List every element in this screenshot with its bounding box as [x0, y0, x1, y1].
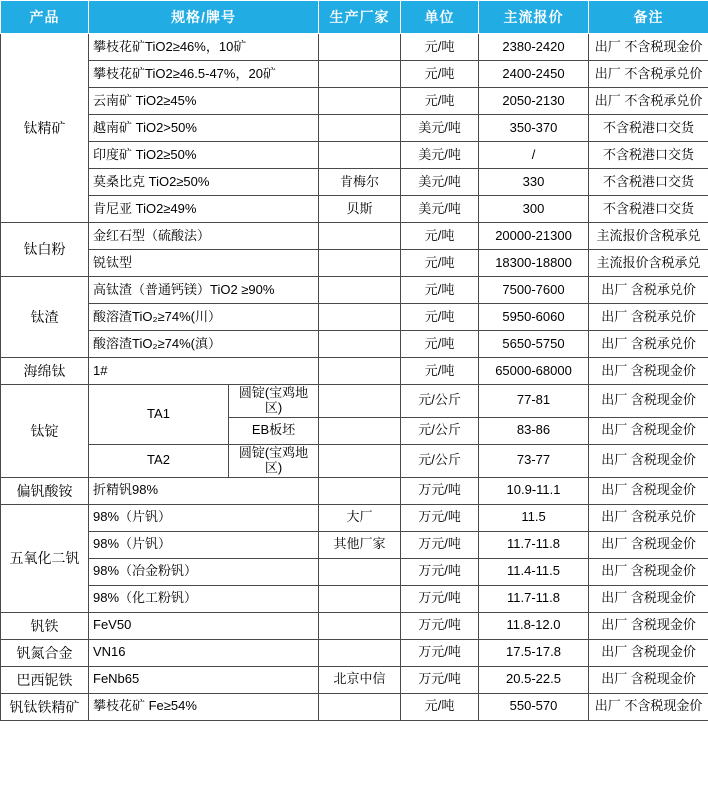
remark-cell: 出厂 含税现金价	[589, 531, 708, 558]
column-header-manufacturer: 生产厂家	[319, 1, 401, 34]
column-header-spec: 规格/牌号	[89, 1, 319, 34]
remark-cell: 不含税港口交货	[589, 142, 708, 169]
price-cell: 2400-2450	[479, 61, 589, 88]
spec-cell: 莫桑比克 TiO2≥50%	[89, 169, 319, 196]
spec-cell: 98%（冶金粉钒）	[89, 558, 319, 585]
spec-cell: 攀枝花矿TiO2≥46.5-47%，20矿	[89, 61, 319, 88]
manufacturer-cell	[319, 88, 401, 115]
spec-cell: 肯尼亚 TiO2≥49%	[89, 196, 319, 223]
table-row	[1, 223, 708, 250]
price-cell: /	[479, 142, 589, 169]
remark-cell: 出厂 含税承兑价	[589, 304, 708, 331]
remark-cell: 出厂 含税现金价	[589, 666, 708, 693]
price-cell: 5950-6060	[479, 304, 589, 331]
column-header-price: 主流报价	[479, 1, 589, 34]
unit-cell: 元/吨	[401, 250, 479, 277]
table-row	[1, 250, 708, 277]
spec-cell: 印度矿 TiO2≥50%	[89, 142, 319, 169]
remark-cell: 出厂 含税现金价	[589, 558, 708, 585]
table-row	[1, 115, 708, 142]
unit-cell: 元/吨	[401, 693, 479, 720]
manufacturer-cell	[319, 142, 401, 169]
table-row	[1, 666, 708, 693]
manufacturer-cell: 贝斯	[319, 196, 401, 223]
manufacturer-cell	[319, 115, 401, 142]
table-row	[1, 61, 708, 88]
table-row	[1, 277, 708, 304]
remark-cell: 出厂 含税现金价	[589, 585, 708, 612]
spec-cell: 云南矿 TiO2≥45%	[89, 88, 319, 115]
product-category-cell: 海绵钛	[1, 358, 89, 385]
manufacturer-cell: 肯梅尔	[319, 169, 401, 196]
table-row	[1, 88, 708, 115]
remark-cell: 出厂 不含税现金价	[589, 34, 708, 61]
spec-cell: 98%（片钒）	[89, 531, 319, 558]
remark-cell: 不含税港口交货	[589, 169, 708, 196]
remark-cell: 不含税港口交货	[589, 115, 708, 142]
manufacturer-cell	[319, 61, 401, 88]
price-cell: 73-77	[479, 444, 589, 477]
table-row	[1, 358, 708, 385]
spec-cell: 酸溶渣TiO₂≥74%(滇）	[89, 331, 319, 358]
product-category-cell: 钒铁	[1, 612, 89, 639]
price-cell: 550-570	[479, 693, 589, 720]
manufacturer-cell	[319, 331, 401, 358]
spec-detail-cell: 圆锭(宝鸡地区)	[229, 385, 319, 418]
unit-cell: 元/吨	[401, 34, 479, 61]
table-row	[1, 385, 708, 418]
price-cell: 11.5	[479, 504, 589, 531]
manufacturer-cell	[319, 417, 401, 444]
manufacturer-cell	[319, 277, 401, 304]
column-header-remark: 备注	[589, 1, 708, 34]
remark-cell: 出厂 含税现金价	[589, 639, 708, 666]
table-row	[1, 531, 708, 558]
manufacturer-cell	[319, 34, 401, 61]
unit-cell: 万元/吨	[401, 639, 479, 666]
unit-cell: 美元/吨	[401, 142, 479, 169]
spec-cell: 高钛渣（普通钙镁）TiO2 ≥90%	[89, 277, 319, 304]
table-row	[1, 304, 708, 331]
unit-cell: 元/吨	[401, 331, 479, 358]
unit-cell: 元/吨	[401, 277, 479, 304]
spec-cell: TA2	[89, 444, 229, 477]
table-row	[1, 612, 708, 639]
price-cell: 18300-18800	[479, 250, 589, 277]
product-category-cell: 五氧化二钒	[1, 504, 89, 612]
table-row	[1, 585, 708, 612]
price-cell: 20000-21300	[479, 223, 589, 250]
remark-cell: 出厂 含税现金价	[589, 358, 708, 385]
spec-cell: 折精钒98%	[89, 477, 319, 504]
price-cell: 350-370	[479, 115, 589, 142]
spec-cell: 1#	[89, 358, 319, 385]
spec-detail-cell: EB板坯	[229, 417, 319, 444]
remark-cell: 出厂 含税承兑价	[589, 277, 708, 304]
price-cell: 5650-5750	[479, 331, 589, 358]
price-cell: 83-86	[479, 417, 589, 444]
spec-cell: 攀枝花矿 Fe≥54%	[89, 693, 319, 720]
unit-cell: 万元/吨	[401, 504, 479, 531]
price-cell: 11.7-11.8	[479, 585, 589, 612]
unit-cell: 元/吨	[401, 358, 479, 385]
manufacturer-cell: 大厂	[319, 504, 401, 531]
manufacturer-cell	[319, 477, 401, 504]
unit-cell: 万元/吨	[401, 531, 479, 558]
unit-cell: 美元/吨	[401, 115, 479, 142]
manufacturer-cell	[319, 358, 401, 385]
remark-cell: 出厂 含税承兑价	[589, 504, 708, 531]
manufacturer-cell: 其他厂家	[319, 531, 401, 558]
table-row	[1, 504, 708, 531]
manufacturer-cell	[319, 223, 401, 250]
table-body	[1, 34, 708, 721]
table-row	[1, 444, 708, 477]
column-header-unit: 单位	[401, 1, 479, 34]
remark-cell: 出厂 不含税承兑价	[589, 61, 708, 88]
spec-detail-cell: 圆锭(宝鸡地区)	[229, 444, 319, 477]
manufacturer-cell	[319, 304, 401, 331]
price-cell: 300	[479, 196, 589, 223]
price-cell: 77-81	[479, 385, 589, 418]
manufacturer-cell	[319, 558, 401, 585]
unit-cell: 元/吨	[401, 61, 479, 88]
spec-cell: VN16	[89, 639, 319, 666]
remark-cell: 出厂 含税现金价	[589, 477, 708, 504]
spec-cell: TA1	[89, 385, 229, 445]
spec-cell: 越南矿 TiO2>50%	[89, 115, 319, 142]
unit-cell: 万元/吨	[401, 558, 479, 585]
column-header-product: 产品	[1, 1, 89, 34]
table-row	[1, 558, 708, 585]
unit-cell: 元/公斤	[401, 444, 479, 477]
spec-cell: 98%（片钒）	[89, 504, 319, 531]
unit-cell: 万元/吨	[401, 666, 479, 693]
price-cell: 10.9-11.1	[479, 477, 589, 504]
manufacturer-cell	[319, 612, 401, 639]
header-row	[1, 1, 708, 34]
manufacturer-cell	[319, 385, 401, 418]
remark-cell: 不含税港口交货	[589, 196, 708, 223]
unit-cell: 美元/吨	[401, 196, 479, 223]
table-row	[1, 331, 708, 358]
price-cell: 65000-68000	[479, 358, 589, 385]
remark-cell: 出厂 含税现金价	[589, 612, 708, 639]
price-cell: 20.5-22.5	[479, 666, 589, 693]
price-cell: 2050-2130	[479, 88, 589, 115]
remark-cell: 出厂 含税承兑价	[589, 331, 708, 358]
unit-cell: 元/吨	[401, 223, 479, 250]
spec-cell: 酸溶渣TiO₂≥74%(川）	[89, 304, 319, 331]
manufacturer-cell	[319, 639, 401, 666]
price-cell: 330	[479, 169, 589, 196]
manufacturer-cell	[319, 250, 401, 277]
remark-cell: 出厂 不含税承兑价	[589, 88, 708, 115]
unit-cell: 万元/吨	[401, 612, 479, 639]
price-cell: 7500-7600	[479, 277, 589, 304]
product-category-cell: 钛渣	[1, 277, 89, 358]
spec-cell: 98%（化工粉钒）	[89, 585, 319, 612]
product-category-cell: 巴西铌铁	[1, 666, 89, 693]
price-cell: 11.8-12.0	[479, 612, 589, 639]
unit-cell: 元/吨	[401, 88, 479, 115]
unit-cell: 万元/吨	[401, 477, 479, 504]
spec-cell: 攀枝花矿TiO2≥46%，10矿	[89, 34, 319, 61]
product-category-cell: 钛白粉	[1, 223, 89, 277]
unit-cell: 元/吨	[401, 304, 479, 331]
spec-cell: FeNb65	[89, 666, 319, 693]
product-category-cell: 钒钛铁精矿	[1, 693, 89, 720]
table-row	[1, 196, 708, 223]
table-row	[1, 639, 708, 666]
spec-cell: 金红石型（硫酸法）	[89, 223, 319, 250]
manufacturer-cell	[319, 585, 401, 612]
unit-cell: 万元/吨	[401, 585, 479, 612]
manufacturer-cell	[319, 693, 401, 720]
price-cell: 11.7-11.8	[479, 531, 589, 558]
remark-cell: 出厂 不含税现金价	[589, 693, 708, 720]
product-category-cell: 钛锭	[1, 385, 89, 478]
remark-cell: 主流报价含税承兑	[589, 223, 708, 250]
unit-cell: 美元/吨	[401, 169, 479, 196]
product-category-cell: 偏钒酸铵	[1, 477, 89, 504]
table-row	[1, 34, 708, 61]
table-row	[1, 693, 708, 720]
table-row	[1, 477, 708, 504]
manufacturer-cell: 北京中信	[319, 666, 401, 693]
table-row	[1, 142, 708, 169]
table-header	[1, 1, 708, 34]
manufacturer-cell	[319, 444, 401, 477]
remark-cell: 出厂 含税现金价	[589, 385, 708, 418]
spec-cell: 锐钛型	[89, 250, 319, 277]
unit-cell: 元/公斤	[401, 417, 479, 444]
unit-cell: 元/公斤	[401, 385, 479, 418]
price-cell: 2380-2420	[479, 34, 589, 61]
remark-cell: 出厂 含税现金价	[589, 444, 708, 477]
remark-cell: 主流报价含税承兑	[589, 250, 708, 277]
price-cell: 17.5-17.8	[479, 639, 589, 666]
product-category-cell: 钒氮合金	[1, 639, 89, 666]
product-category-cell: 钛精矿	[1, 34, 89, 223]
spec-cell: FeV50	[89, 612, 319, 639]
remark-cell: 出厂 含税现金价	[589, 417, 708, 444]
price-cell: 11.4-11.5	[479, 558, 589, 585]
table-row	[1, 169, 708, 196]
